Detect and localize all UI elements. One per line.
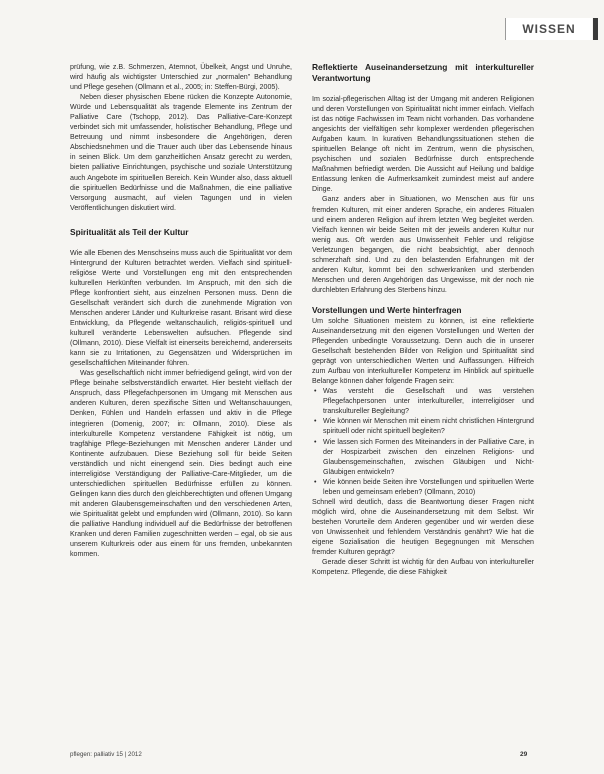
section-heading: Vorstellungen und Werte hinterfragen [312,304,462,315]
page-number: 29 [520,751,528,758]
section-bar [593,18,598,40]
question-list [312,386,534,497]
list-item: • Wie lassen sich Formen des Miteinanders in der Palliative Care, in der Hospizarbeit zwischen den einzelnen Religions- und Glaubensgemeinschaften, zwischen Gläubigen und Nicht-Gläubigen entwickeln? [312,437,534,477]
list-item: • Was versteht die Gesellschaft und was verstehen Pflegefachpersonen unter interkultureller, interreligiöser und transkultureller Begleitung? [312,386,534,416]
section-label: WISSEN [522,22,576,36]
list-item: • Wie können beide Seiten ihre Vorstellungen und spirituellen Werte leben und gemeinsam erleben? (Ollmann, 2010) [312,477,534,497]
paragraph: Um solche Situationen meistern zu können, ist eine reflektierte Auseinandersetzung mit den eigenen Vorstellungen und Werten der Pflegenden unbedingte Voraussetzung. Denn auch die in unserer Gesellschaft bestehenden Bilder von Religion und Spiritualität sind geprägt von unterschiedlichen Werten und Auffassungen. Hilfreich zum Aufbau von interkultureller Kompetenz im Hinblick auf spirituelle Belange können daher folgende Fragen sein: [312,316,534,386]
right-column [312,62,534,577]
paragraph: Was gesellschaftlich nicht immer befriedigend gelingt, wird von der Pflege beinahe selbstverständlich erwartet. Hier besteht vielfach der Anspruch, dass Pflegefachpersonen im Umgang mit Menschen aus anderen Kulturen, deren spezifische Sitten und Weltanschauungen, Denken, Fühlen und Handeln erfassen und aktiv in die Pflege integrieren (Domenig, 2007; in: Ollmann, 2010). Diese als interkulturelle Kompetenz verstandene Fähigkeit ist nötig, um tragfähige Pflege-Beziehungen mit Menschen anderer Länder und Kontinente aufzubauen. Diese Beziehung soll für beide Seiten verständlich und nicht einengend sein. Dies bedingt auch eine interreligiöse Verständigung der Palliative-Care-Mitglieder, um die unterschiedlichen spirituellen Bedürfnisse erfüllen zu können. Gelingen kann dies durch den gleichberechtigten und offenen Umgang mit anderen Glaubensgemeinschaften und den verschiedenen Arten, wie Spiritualität gelebt und empfunden wird (Ollmann, 2010). So kann die palliative Handlung individuell auf die Bedürfnisse der betroffenen Kranken und deren Familien zugeschnitten werden – egal, ob sie aus unserem Kulturkreis oder aus einem für uns fremden, unbekannten kommen. [70,369,292,559]
paragraph: Im sozial-pflegerischen Alltag ist der Umgang mit anderen Religionen und deren Vorstellungen von Spiritualität nicht immer einfach. Vielfach ist das nötige Fachwissen im Team nicht vorhanden. Das vorhandene angesichts der vielfältigen sehr komplexer werdenden pflegerischen Aufgaben kaum. In kurativen Behandlungssituationen stehen die spirituellen Belange oft nicht im Zentrum, wenn die physischen, psychischen und sozialen Bedürfnisse durch entsprechende Maßnahmen befriedigt werden. Die Aussicht auf Heilung und baldige Entlassung lenken die Aufmerksamkeit zumindest meist auf andere Dinge. [312,95,534,194]
paragraph: Ganz anders aber in Situationen, wo Menschen aus für uns fremden Kulturen, mit einer anderen Sprache, ein anderes Ritualen und einem anderen Religion auf ihrem letzten Weg begleitet werden. Vielfach kennen wir beide Seiten mit der jeweils anderen Kultur nur wenig aus. Oft werden aus Unwissenheit Fehler und religiöse Verletzungen begangen, die nicht beabsichtigt, aber dennoch schmerzhaft sind. Und zu den belastenden Erfahrungen mit der anderen Kultur, kommt bei den schwerkranken und sterbenden Menschen und deren Angehörigen das Ungewisse, mit der noch nie durchlebten Erfahrung des Sterbens hinzu. [312,195,534,294]
paragraph: Neben dieser physischen Ebene rücken die Konzepte Autonomie, Würde und Lebensqualität als tragende Elemente ins Zentrum der Palliative Care (Tschopp, 2012). Das Palliative-Care-Konzept verbindet sich mit umfassender, holistischer Behandlung, Pflege und Betreuung und nimmt insbesondere die Angehörigen, deren Abschiedsnehmen und die Trauer auch über das Lebensende hinaus in seinen Blick. Um dem ganzheitlichen Ansatz gerecht zu werden, bieten palliative Einrichtungen, psychische und soziale Unterstützung auch Angebote im spirituellen Bereich. Kein Wunder also, dass aktuell die spirituellen Bedürfnisse und die Maßnahmen, die eine palliative Versorgung ausmacht, auf vielen Tagungen und in vielen Veröffentlichungen diskutiert wird. [70,93,292,212]
section-heading: Spiritualität als Teil der Kultur [70,226,189,237]
list-item: • Wie können wir Menschen mit einem nicht christlichen Hintergrund spirituell oder nicht spirituell begleiten? [312,416,534,436]
paragraph: Gerade dieser Schritt ist wichtig für den Aufbau von interkultureller Kompetenz. Pflegende, die diese Fähigkeit [312,558,534,577]
left-column [70,62,292,559]
paragraph: prüfung, wie z.B. Schmerzen, Atemnot, Übelkeit, Angst und Unruhe, wird häufig als wichtigster Unterschied zur „normalen" Behandlung und Pflege gesehen (Ollmann et al., 2005; in: Steffen-Bürgi, 2005). [70,63,292,92]
paragraph: Wie alle Ebenen des Menschseins muss auch die Spiritualität vor dem Hintergrund der Kulturen betrachtet werden. Vielfach sind spirituell-religiöse Werte und Vorstellungen eng mit den entsprechenden kulturellen Herkünften verbunden. Im Anspruch, mit den sich die Pflege konfrontiert sieht, aus einzelnen Personen muss. Denn die Gesellschaft verändert sich durch die zunehmende Migration von Menschen anderer Länder und Kulturkreise rasant. Brisant wird diese Entwicklung, da Pflegende weltanschaulich, religiös-spirituell und kulturell veränderte Lebenswelten aufsuchen. Pflegende sind (Ollmann, 2010). Diese Vielfalt ist einerseits bereichernd, andererseits kann sie zu Irritationen, zu Gegensätzen und Widersprüchen im gesellschaftlichen Miteinander führen. [70,248,292,368]
section-heading: Reflektierte Auseinandersetzung mit interkultureller Verantwortung [312,62,534,83]
paragraph: Schnell wird deutlich, dass die Beantwortung dieser Fragen nicht möglich wird, ohne die Auseinandersetzung mit dem Selbst. Wir bestehen Vorurteile dem Anderen gegenüber und wir werden diese von Unwissenheit und fehlendem Verständnis genährt? Wie hat die eigene Sozialisation die heutigen Begegnungen mit Menschen fremder Kulturen geprägt? [312,497,534,557]
section-tab [505,18,592,40]
journal-footer: pflegen: palliativ 15 | 2012 [70,751,142,758]
